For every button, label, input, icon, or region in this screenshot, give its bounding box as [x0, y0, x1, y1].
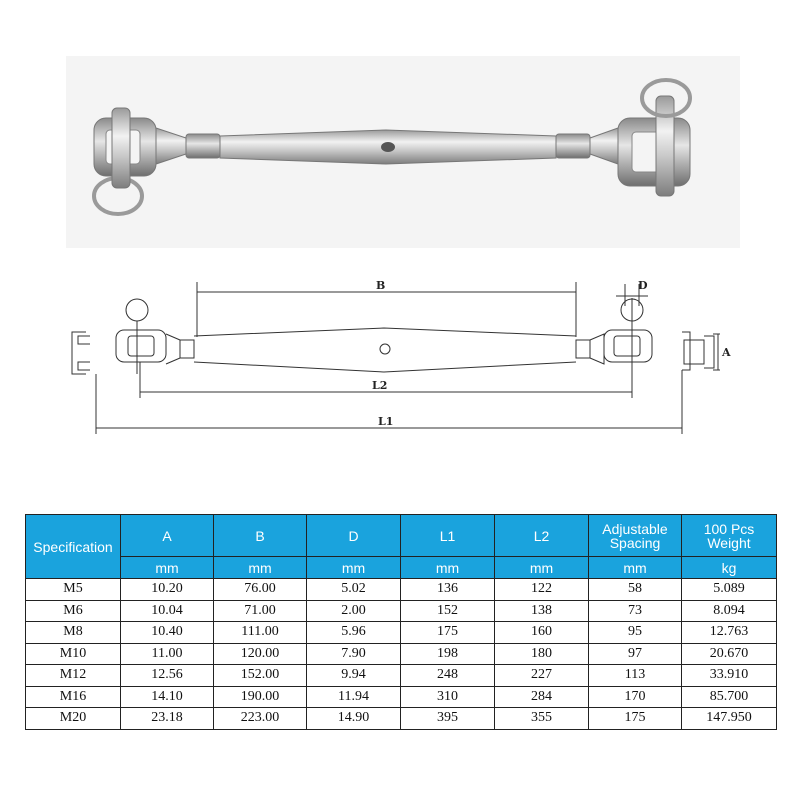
cell: 7.90: [307, 643, 401, 665]
table-header-row: [26, 515, 777, 557]
unit-weight: kg: [682, 557, 777, 579]
cell: 138: [495, 600, 589, 622]
table-row: [26, 622, 777, 644]
technical-drawing: [0, 262, 800, 462]
header-adjustable-spacing: Adjustable Spacing: [589, 515, 682, 557]
cell: 152: [401, 600, 495, 622]
label-d: D: [638, 279, 648, 292]
cell: 248: [401, 665, 495, 687]
cell: 136: [401, 579, 495, 601]
cell: M16: [26, 686, 121, 708]
cell: 14.90: [307, 708, 401, 730]
unit-adjustable-spacing: mm: [589, 557, 682, 579]
cell: 12.763: [682, 622, 777, 644]
header-l2: L2: [495, 515, 589, 557]
cell: 76.00: [214, 579, 307, 601]
cell: 113: [589, 665, 682, 687]
cell: 14.10: [121, 686, 214, 708]
cell: 355: [495, 708, 589, 730]
table-row: [26, 686, 777, 708]
cell: 175: [589, 708, 682, 730]
cell: 5.96: [307, 622, 401, 644]
cell: 5.089: [682, 579, 777, 601]
left-nut: [186, 134, 220, 158]
cell: 284: [495, 686, 589, 708]
unit-b: mm: [214, 557, 307, 579]
table-row: [26, 665, 777, 687]
cell: 85.700: [682, 686, 777, 708]
cell: M8: [26, 622, 121, 644]
table-unit-row: [26, 557, 777, 579]
cell: 2.00: [307, 600, 401, 622]
label-a: A: [722, 346, 731, 359]
cell: 58: [589, 579, 682, 601]
label-b: B: [376, 279, 386, 292]
cell: 9.94: [307, 665, 401, 687]
cell: 8.094: [682, 600, 777, 622]
product-photo: [66, 56, 740, 248]
cell: 198: [401, 643, 495, 665]
cell: 111.00: [214, 622, 307, 644]
cell: M6: [26, 600, 121, 622]
cell: M12: [26, 665, 121, 687]
label-l1: L1: [378, 415, 394, 428]
cell: 33.910: [682, 665, 777, 687]
cell: 10.04: [121, 600, 214, 622]
unit-l2: mm: [495, 557, 589, 579]
cell: 11.94: [307, 686, 401, 708]
table-row: [26, 708, 777, 730]
cell: 170: [589, 686, 682, 708]
cell: 95: [589, 622, 682, 644]
header-weight: 100 Pcs Weight: [682, 515, 777, 557]
header-a: A: [121, 515, 214, 557]
table-row: [26, 600, 777, 622]
unit-a: mm: [121, 557, 214, 579]
cell: 223.00: [214, 708, 307, 730]
cell: M5: [26, 579, 121, 601]
cell: 11.00: [121, 643, 214, 665]
cell: 20.670: [682, 643, 777, 665]
cell: 120.00: [214, 643, 307, 665]
cell: 227: [495, 665, 589, 687]
cell: 395: [401, 708, 495, 730]
cell: 147.950: [682, 708, 777, 730]
table-row: [26, 643, 777, 665]
cell: 5.02: [307, 579, 401, 601]
cell: 190.00: [214, 686, 307, 708]
cell: 73: [589, 600, 682, 622]
cell: 160: [495, 622, 589, 644]
cell: 122: [495, 579, 589, 601]
header-b: B: [214, 515, 307, 557]
cell: 23.18: [121, 708, 214, 730]
cell: 97: [589, 643, 682, 665]
unit-d: mm: [307, 557, 401, 579]
header-specification: Specification: [26, 515, 121, 579]
cell: M20: [26, 708, 121, 730]
cell: 71.00: [214, 600, 307, 622]
label-l2: L2: [372, 379, 388, 392]
spec-table: [25, 514, 777, 730]
cell: 152.00: [214, 665, 307, 687]
cell: 175: [401, 622, 495, 644]
cell: 12.56: [121, 665, 214, 687]
cell: M10: [26, 643, 121, 665]
cell: 310: [401, 686, 495, 708]
cell: 180: [495, 643, 589, 665]
right-nut: [556, 134, 590, 158]
header-l1: L1: [401, 515, 495, 557]
unit-l1: mm: [401, 557, 495, 579]
cell: 10.40: [121, 622, 214, 644]
cell: 10.20: [121, 579, 214, 601]
header-d: D: [307, 515, 401, 557]
table-row: [26, 579, 777, 601]
